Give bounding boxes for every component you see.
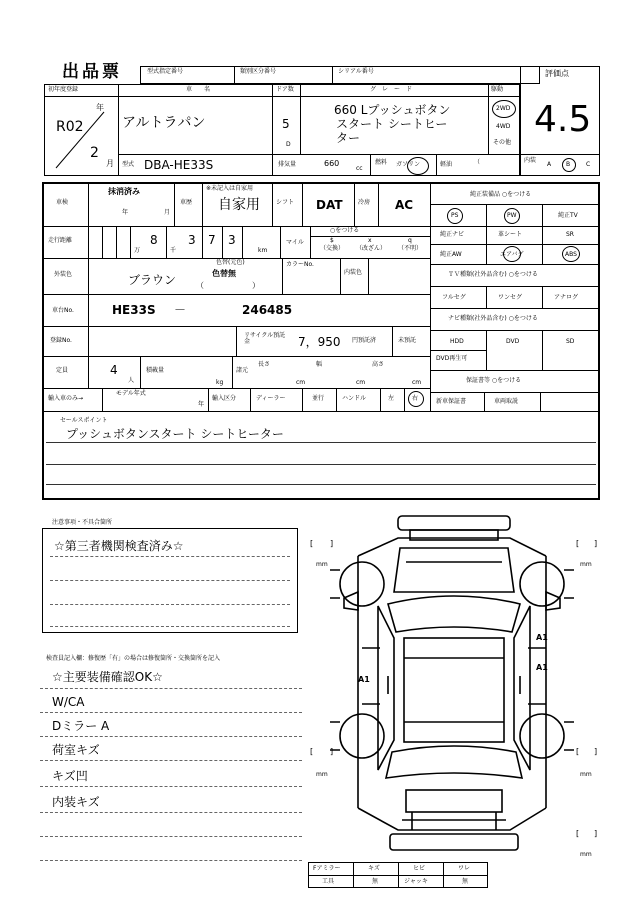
mileage-digit-2: 3	[188, 233, 196, 247]
inspector-line-3: Dミラー A	[52, 719, 110, 733]
reg-year: R02	[56, 119, 84, 135]
caution-line-1: ☆第三者機関検査済み☆	[54, 539, 184, 553]
inspection-status: 抹消済み	[108, 187, 140, 196]
inspector-line-4: 荷室キズ	[52, 743, 100, 757]
grade-label: グ レ ー ド	[370, 86, 413, 93]
fuel-circle	[407, 157, 429, 175]
doors-value: 5	[282, 117, 290, 131]
damage-mark-2: A1	[536, 663, 548, 672]
chassis-prefix: HE33S	[112, 303, 156, 317]
equip-airbag: エアバグ	[500, 251, 524, 258]
mileage-digit-1: 8	[150, 233, 158, 247]
serial-label: シリアル番号	[338, 68, 374, 75]
grade-box-label: 評価点	[545, 69, 569, 78]
ac-value: AC	[395, 198, 414, 212]
usage-type: 自家用	[218, 197, 260, 213]
capacity: 4	[110, 363, 118, 377]
shift-value: DAT	[316, 198, 343, 212]
equip-abs: ABS	[565, 251, 577, 258]
form-title: 出品票	[62, 62, 122, 82]
mileage-digit-4: 3	[228, 233, 236, 247]
sales-point: プッシュボタンスタート シートヒーター	[66, 427, 284, 441]
color-change: 色替無	[212, 269, 236, 278]
drive-label: 駆動	[491, 86, 504, 93]
inspector-line-1: ☆主要装備確認OK☆	[52, 670, 163, 684]
handle-value: 右	[412, 395, 419, 402]
grade-line-1: 660 Lプッシュボタン	[334, 103, 451, 117]
grade-line-2: スタート シートヒー	[336, 117, 448, 131]
inspector-line-2: W/CA	[52, 695, 85, 709]
first-reg-label: 初年度登録	[48, 86, 79, 93]
displacement: 660	[324, 159, 340, 168]
equip-pw: PW	[507, 212, 517, 219]
car-name: アルトラパン	[122, 115, 206, 131]
equip-ps: PS	[451, 212, 459, 219]
recycle-amount: 7，950	[298, 335, 341, 349]
drive-4wd: 4WD	[496, 123, 511, 130]
interior-grade: B	[566, 161, 571, 168]
model-code: DBA-HE33S	[144, 158, 214, 172]
category-label: 類別区分番号	[240, 68, 277, 75]
exterior-color: ブラウン	[128, 273, 177, 287]
mileage-digit-3: 7	[208, 233, 216, 247]
chassis-number: 246485	[242, 303, 293, 317]
overall-grade: 4.5	[534, 99, 592, 140]
grade-line-3: ター	[336, 131, 361, 145]
doors-label: ドア数	[276, 86, 294, 93]
designation-label: 型式指定番号	[147, 68, 184, 75]
name-label: 車 名	[186, 86, 211, 93]
inspector-line-6: 内装キズ	[52, 795, 100, 809]
inspector-line-5: キズ凹	[52, 769, 88, 783]
reg-month: 2	[90, 145, 99, 161]
fuel-value: ガソリン	[396, 161, 421, 168]
damage-mark-3: A1	[358, 675, 370, 684]
drive-2wd: 2WD	[496, 105, 511, 112]
damage-mark-1: A1	[536, 633, 548, 642]
vehicle-damage-diagram	[300, 508, 600, 860]
drive-other: その他	[493, 139, 512, 146]
